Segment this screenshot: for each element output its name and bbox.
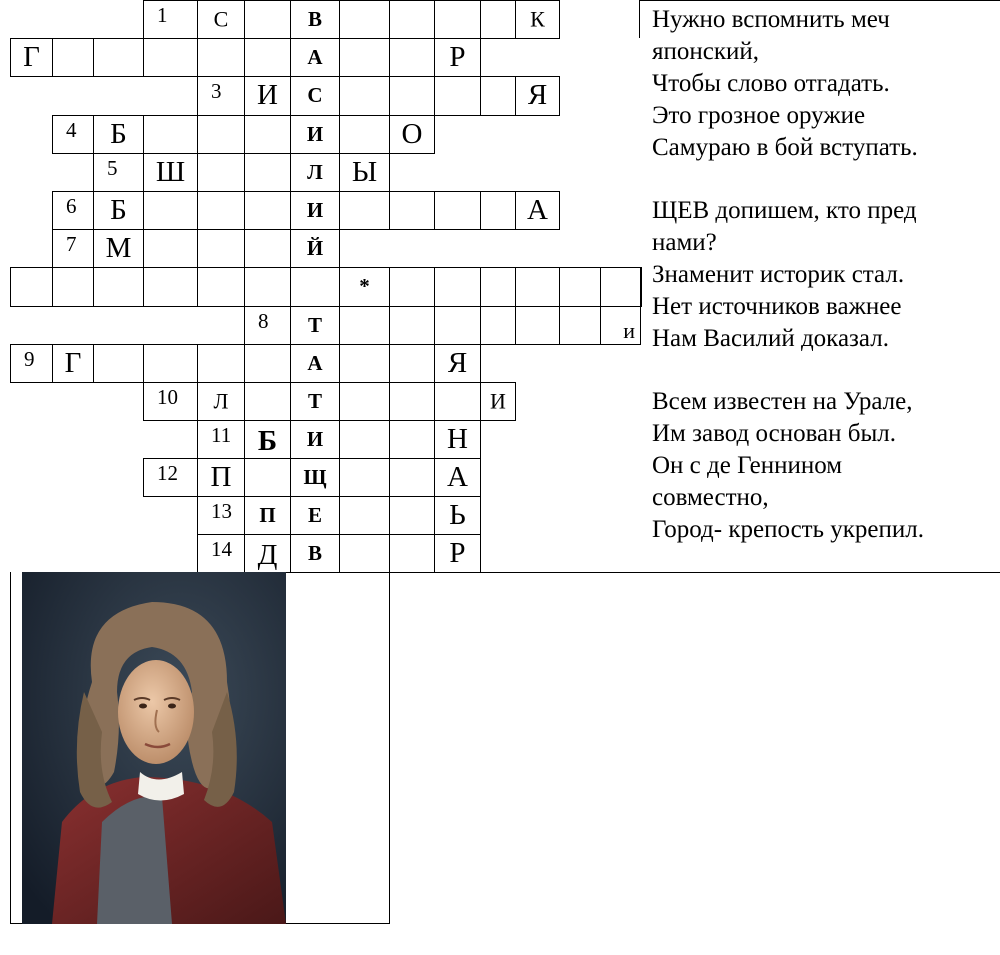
crossword-cell (244, 458, 291, 497)
crossword-cell (197, 153, 245, 192)
clue-line: Нужно вспомнить меч (652, 6, 890, 33)
crossword-cell (197, 382, 245, 421)
cell-letter: И (490, 388, 506, 414)
cell-letter: А (307, 44, 323, 69)
cell-letter: И (257, 78, 278, 111)
clue-number: 12 (157, 461, 178, 485)
crossword-grid (0, 0, 640, 572)
crossword-cell (600, 267, 641, 307)
cell-letter: Т (307, 388, 322, 413)
crossword-cell (10, 38, 53, 77)
crossword-cell (480, 76, 516, 116)
cell-letter: П (259, 502, 276, 527)
crossword-cell (515, 306, 560, 345)
clue-number: 8 (258, 309, 269, 333)
crossword-cell (389, 115, 435, 154)
crossword-cell (244, 344, 291, 383)
crossword-cell (339, 382, 390, 421)
crossword-cell (197, 458, 245, 497)
crossword-cell (10, 267, 53, 307)
cell-letter: Л (307, 159, 323, 184)
portrait-image (22, 572, 286, 924)
crossword-cell (434, 191, 481, 230)
clue-line: Всем известен на Урале, (652, 388, 913, 415)
clue-number: 14 (211, 537, 232, 561)
clues-panel (652, 4, 997, 577)
crossword-cell (339, 306, 390, 345)
clue-number: 11 (211, 423, 232, 447)
crossword-cell (389, 38, 435, 77)
crossword-cell (290, 229, 340, 268)
crossword-cell (143, 38, 198, 77)
cell-letter: А (447, 460, 468, 493)
crossword-cell (143, 229, 198, 268)
crossword-cell (434, 76, 481, 116)
clue-line: Им завод основан был. (652, 420, 897, 447)
cell-letter: Я (447, 346, 468, 379)
crossword-cell (480, 0, 516, 39)
crossword-cell (389, 191, 435, 230)
crossword-cell (197, 229, 245, 268)
crossword-cell (480, 267, 516, 307)
cell-letter: Г (64, 346, 82, 379)
clue-line: Это грозное оружие (652, 102, 866, 129)
cell-letter: И (306, 197, 324, 222)
crossword-cell (389, 420, 435, 459)
clue-line: ЩЕВ допишем, кто пред (652, 197, 917, 224)
crossword-cell (52, 38, 94, 77)
crossword-cell (515, 0, 560, 39)
clue-line: Знаменит историк стал. (652, 261, 905, 288)
crossword-cell (244, 76, 291, 116)
crossword-cell (389, 496, 435, 535)
crossword-cell (244, 382, 291, 421)
crossword-cell (244, 267, 291, 307)
crossword-cell (339, 534, 390, 573)
clue-number: 1 (157, 3, 168, 27)
crossword-cell (339, 344, 390, 383)
cell-letter: Я (527, 78, 548, 111)
cell-letter: С (213, 6, 229, 32)
crossword-cell (244, 420, 291, 459)
crossword-cell (143, 458, 198, 497)
crossword-cell (290, 38, 340, 77)
clue-line: Самураю в бой вступать. (652, 134, 918, 161)
crossword-cell (515, 191, 560, 230)
crossword-cell (244, 115, 291, 154)
crossword-cell (290, 534, 340, 573)
crossword-cell (244, 496, 291, 535)
crossword-cell (93, 267, 144, 307)
crossword-cell (143, 153, 198, 192)
clue-line: японский, (652, 38, 760, 65)
crossword-cell (244, 229, 291, 268)
crossword-cell (197, 0, 245, 39)
clue-line: Чтобы слово отгадать. (652, 70, 890, 97)
crossword-cell (515, 267, 560, 307)
clue-line: Нет источников важнее (652, 293, 902, 320)
crossword-cell (290, 115, 340, 154)
crossword-cell (93, 344, 144, 383)
cell-letter: О (401, 117, 423, 150)
clue-number: 13 (211, 499, 232, 523)
crossword-cell (244, 0, 291, 39)
crossword-cell (197, 38, 245, 77)
cell-letter: Й (306, 235, 324, 260)
cell-letter: Т (307, 312, 322, 337)
top-rule (640, 0, 1000, 1)
crossword-cell (244, 534, 291, 573)
clue-line: Он с де Геннином (652, 452, 843, 479)
cell-letter: И (306, 426, 324, 451)
crossword-cell (339, 38, 390, 77)
clue-number: 4 (66, 118, 77, 142)
crossword-cell (339, 115, 390, 154)
clue-number: 9 (24, 347, 35, 371)
cell-letter: Б (110, 193, 127, 226)
crossword-cell (93, 229, 144, 268)
crossword-cell (434, 382, 481, 421)
crossword-cell (197, 267, 245, 307)
crossword-cell (339, 420, 390, 459)
clue-line: Нам Василий доказал. (652, 325, 889, 352)
crossword-cell (93, 38, 144, 77)
crossword-cell (143, 115, 198, 154)
crossword-cell (389, 306, 435, 345)
crossword-cell (93, 115, 144, 154)
crossword-cell (197, 191, 245, 230)
crossword-cell (290, 0, 340, 39)
crossword-cell (600, 306, 641, 345)
cell-letter: И (306, 121, 324, 146)
crossword-cell (434, 0, 481, 39)
clue-number: 3 (211, 79, 222, 103)
crossword-cell (339, 458, 390, 497)
crossword-cell (143, 0, 198, 39)
crossword-cell (290, 496, 340, 535)
crossword-cell (434, 458, 481, 497)
crossword-cell (434, 496, 481, 535)
clue-number: 5 (107, 156, 118, 180)
crossword-cell (244, 38, 291, 77)
crossword-cell (244, 153, 291, 192)
crossword-cell (52, 191, 94, 230)
clue-line: Город- крепость укрепил. (652, 516, 924, 543)
crossword-cell (559, 267, 601, 307)
crossword-cell (290, 76, 340, 116)
clue-stanza-2 (652, 195, 997, 355)
cell-letter: Д (257, 539, 278, 571)
crossword-cell (339, 153, 390, 192)
cell-letter: Ш (155, 155, 186, 188)
cell-letter: Ы (351, 155, 378, 188)
crossword-cell (290, 344, 340, 383)
clue-number: 10 (157, 385, 178, 409)
crossword-cell (339, 496, 390, 535)
crossword-cell (389, 534, 435, 573)
cell-letter: Н (447, 422, 468, 455)
crossword-cell (434, 38, 481, 77)
crossword-cell (434, 306, 481, 345)
cell-letter: Б (257, 425, 278, 457)
crossword-cell (93, 191, 144, 230)
cell-letter: В (307, 540, 322, 565)
crossword-cell (244, 306, 291, 345)
crossword-cell (515, 76, 560, 116)
clue-line: нами? (652, 229, 717, 256)
crossword-cell (480, 382, 516, 421)
crossword-cell (290, 382, 340, 421)
crossword-cell (290, 191, 340, 230)
clue-number: 7 (66, 232, 77, 256)
cell-letter: Ь (449, 498, 466, 531)
crossword-cell (389, 267, 435, 307)
crossword-cell (389, 382, 435, 421)
crossword-cell (389, 76, 435, 116)
cell-letter: В (307, 6, 322, 31)
cell-letter: Г (23, 40, 40, 73)
cell-letter: К (530, 6, 545, 32)
cell-letter: Щ (303, 464, 327, 489)
cell-letter: и (623, 318, 635, 343)
crossword-cell (143, 267, 198, 307)
crossword-cell (389, 458, 435, 497)
crossword-cell (389, 344, 435, 383)
crossword-cell (339, 267, 390, 307)
clue-number: 6 (66, 194, 77, 218)
crossword-cell (290, 458, 340, 497)
crossword-cell (244, 191, 291, 230)
cell-letter: А (307, 350, 323, 375)
crossword-cell (640, 267, 642, 307)
clue-stanza-3 (652, 386, 997, 546)
crossword-cell (290, 306, 340, 345)
crossword-cell (197, 344, 245, 383)
crossword-cell (143, 191, 198, 230)
crossword-cell (52, 344, 94, 383)
crossword-cell (290, 420, 340, 459)
crossword-cell (480, 306, 516, 345)
cell-letter: * (359, 274, 370, 299)
crossword-cell (434, 534, 481, 573)
crossword-cell (197, 534, 245, 573)
crossword-cell (52, 267, 94, 307)
crossword-cell (143, 344, 198, 383)
crossword-cell (434, 420, 481, 459)
crossword-cell (10, 344, 53, 383)
crossword-cell (290, 153, 340, 192)
right-rule (639, 0, 640, 38)
crossword-cell (480, 191, 516, 230)
crossword-cell (339, 0, 390, 39)
crossword-cell (143, 382, 198, 421)
crossword-cell (197, 496, 245, 535)
crossword-cell (339, 191, 390, 230)
cell-letter: А (527, 193, 548, 226)
crossword-cell (197, 115, 245, 154)
cell-letter: С (307, 83, 323, 108)
crossword-cell (93, 153, 144, 192)
cell-letter: Е (307, 502, 322, 527)
crossword-cell (339, 76, 390, 116)
cell-letter: Б (110, 117, 127, 150)
crossword-cell (52, 229, 94, 268)
crossword-cell (389, 0, 435, 39)
clue-stanza-1 (652, 4, 997, 164)
cell-letter: Л (213, 388, 229, 414)
crossword-cell (434, 267, 481, 307)
crossword-cell (434, 344, 481, 383)
crossword-cell (197, 76, 245, 116)
cell-letter: М (105, 231, 132, 264)
cell-letter: Р (449, 40, 466, 73)
crossword-cell (52, 115, 94, 154)
crossword-cell (197, 420, 245, 459)
cell-letter: Р (449, 536, 466, 569)
clue-line: совместно, (652, 484, 769, 511)
crossword-cell (290, 267, 340, 307)
crossword-cell (559, 306, 601, 345)
cell-letter: П (210, 460, 232, 493)
